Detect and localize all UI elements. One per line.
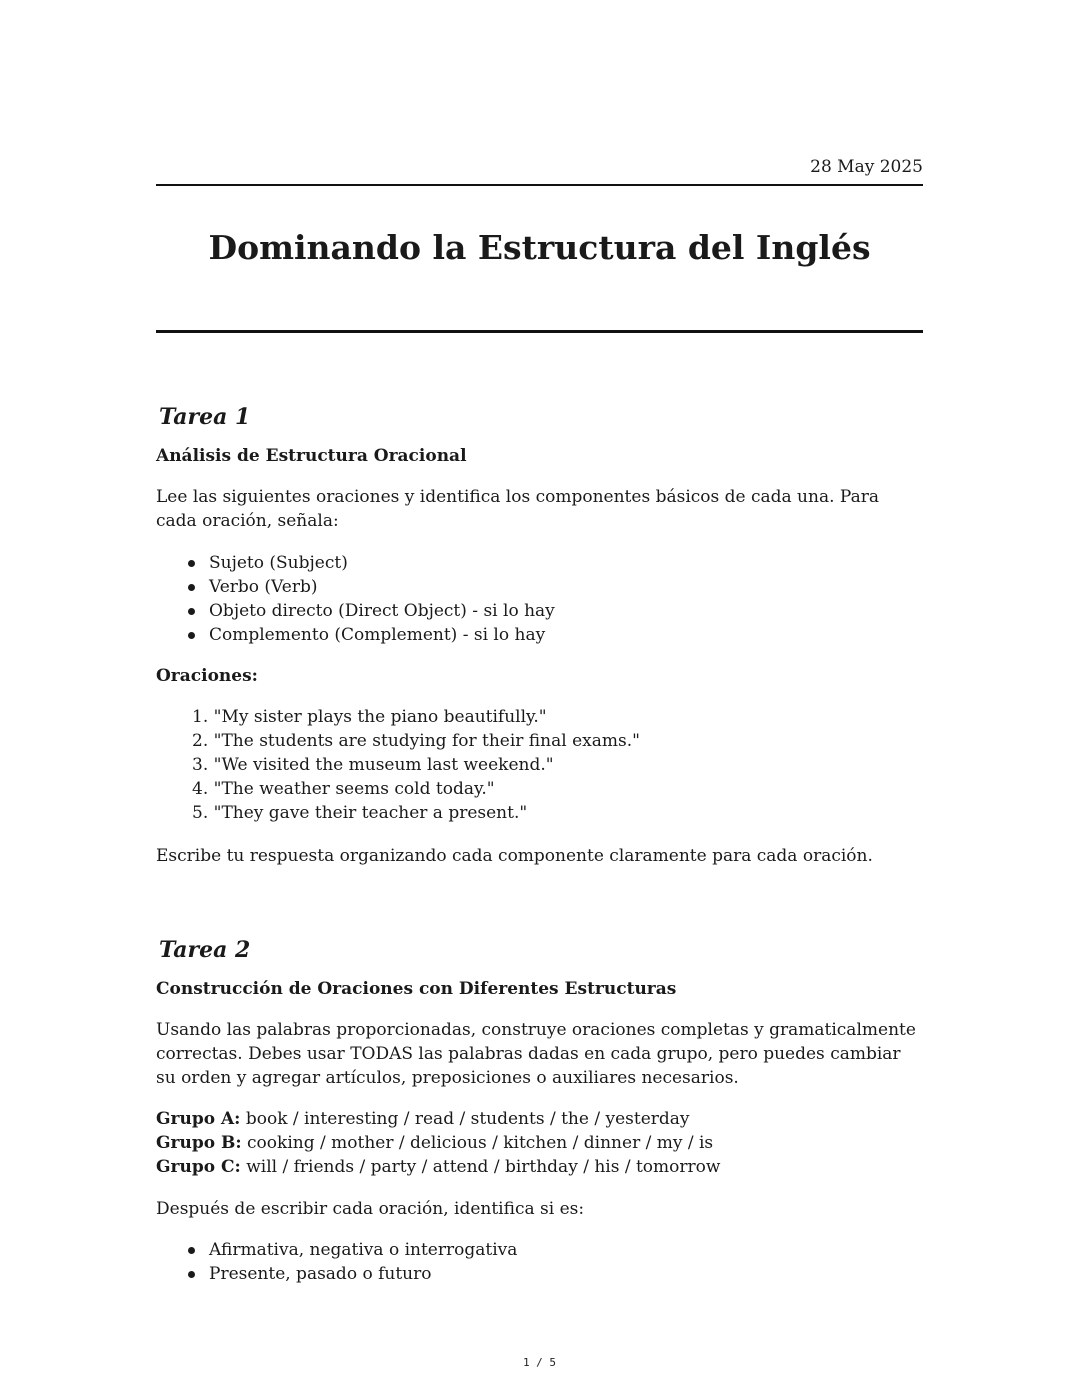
sentences-label: Oraciones: <box>156 666 258 686</box>
document-date: 28 May 2025 <box>810 157 923 177</box>
task-1-section <box>156 404 923 868</box>
word-group-b: Grupo B: cooking / mother / delicious / kitchen / dinner / my / is <box>156 1133 714 1153</box>
page-number: 1 / 5 <box>522 1356 557 1369</box>
header-divider <box>156 184 923 186</box>
component-list <box>156 551 923 647</box>
list-item: 2. "The students are studying for their final exams." <box>192 731 640 751</box>
task-2-heading: Tarea 2 <box>159 937 251 963</box>
document-title: Dominando la Estructura del Inglés <box>208 228 871 267</box>
list-item: Afirmativa, negativa o interrogativa <box>156 1238 923 1262</box>
bullet-icon <box>188 584 195 591</box>
classification-list <box>156 1238 923 1286</box>
sentence-list <box>156 705 923 825</box>
task-2-section <box>156 937 923 1286</box>
task-1-subheading: Análisis de Estructura Oracional <box>156 446 467 466</box>
word-group-c: Grupo C: will / friends / party / attend / birthday / his / tomorrow <box>156 1157 721 1177</box>
task-2-followup: Después de escribir cada oración, identifica si es: <box>156 1199 585 1219</box>
task-2-subheading: Construcción de Oraciones con Diferentes Estructuras <box>156 979 677 999</box>
list-item: 1. "My sister plays the piano beautifully." <box>192 707 547 727</box>
list-item: Presente, pasado o futuro <box>156 1262 923 1286</box>
bullet-icon <box>188 608 195 615</box>
list-item: Sujeto (Subject) <box>156 551 923 575</box>
document-page <box>156 0 923 1397</box>
list-item: 5. "They gave their teacher a present." <box>192 803 528 823</box>
task-1-closing: Escribe tu respuesta organizando cada componente claramente para cada oración. <box>156 846 873 866</box>
task-2-intro: Usando las palabras proporcionadas, construye oraciones completas y gramaticalmente correctas. Debes usar TODAS las palabras dadas en cada grupo, pero puedes cambiar su orden y agregar artículos, preposiciones o auxiliares necesarios. <box>156 1020 916 1088</box>
word-groups <box>156 1107 923 1179</box>
task-1-heading: Tarea 1 <box>159 404 251 430</box>
list-item: 3. "We visited the museum last weekend." <box>192 755 554 775</box>
list-item: Complemento (Complement) - si lo hay <box>156 623 923 647</box>
list-item: Objeto directo (Direct Object) - si lo hay <box>156 599 923 623</box>
bullet-icon <box>188 1247 195 1254</box>
bullet-icon <box>188 632 195 639</box>
list-item: 4. "The weather seems cold today." <box>192 779 495 799</box>
list-item: Verbo (Verb) <box>156 575 923 599</box>
bullet-icon <box>188 560 195 567</box>
task-1-intro: Lee las siguientes oraciones y identifica los componentes básicos de cada una. Para cada oración, señala: <box>156 487 879 531</box>
word-group-a: Grupo A: book / interesting / read / students / the / yesterday <box>156 1109 690 1129</box>
bullet-icon <box>188 1271 195 1278</box>
title-divider <box>156 330 923 333</box>
